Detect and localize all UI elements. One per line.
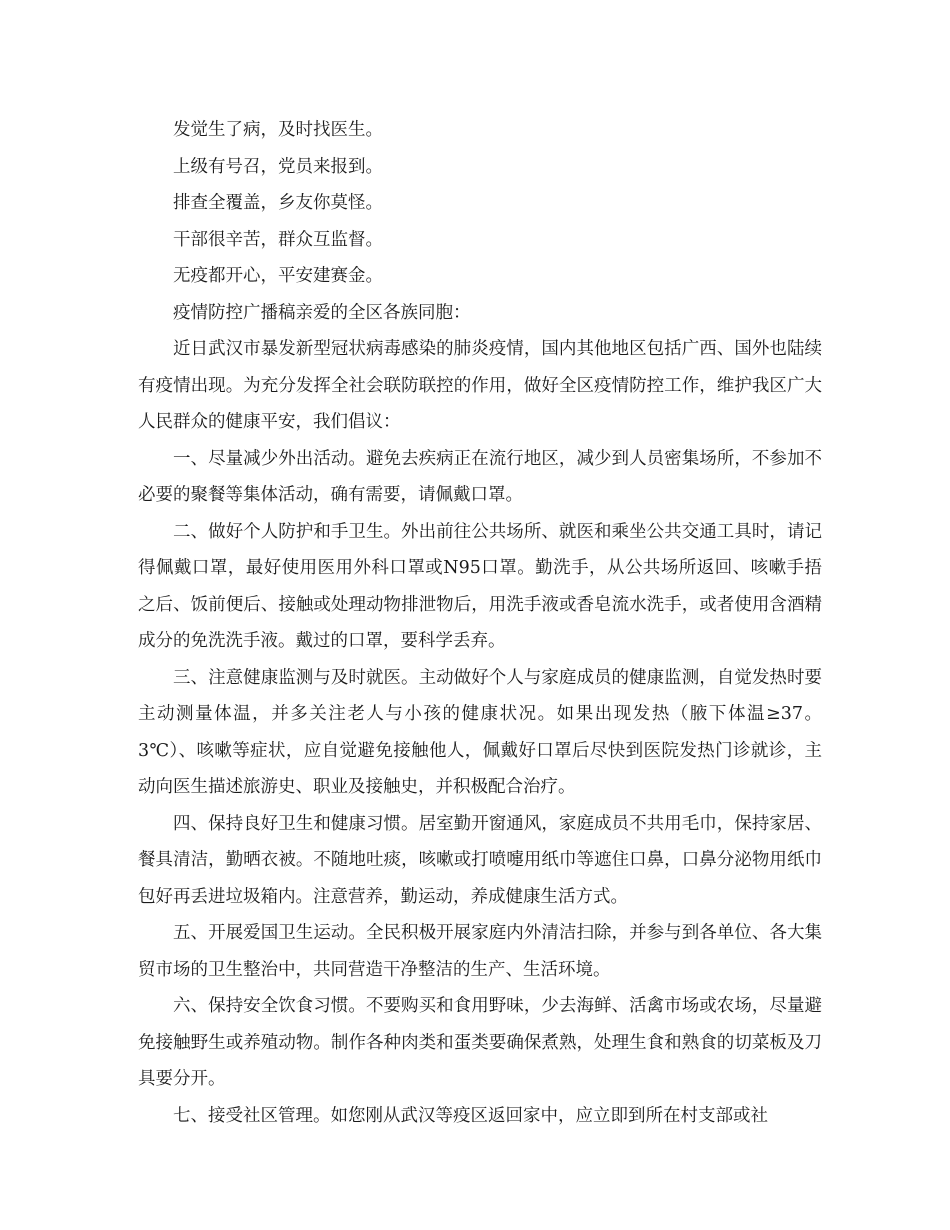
- paragraph: 一、尽量减少外出活动。避免去疾病正在流行地区，减少到人员密集场所，不参加不必要的聚餐等集体活动，确有需要，请佩戴口罩。: [138, 448, 822, 505]
- paragraph: 上级有号召，党员来报到。: [173, 156, 383, 177]
- paragraph: 干部很辛苦，群众互监督。: [173, 229, 383, 250]
- paragraph: 六、保持安全饮食习惯。不要购买和食用野味，少去海鲜、活禽市场或农场，尽量避免接触野生或养殖动物。制作各种肉类和蛋类要确保煮熟，处理生食和熟食的切菜板及刀具要分开。: [138, 996, 822, 1089]
- paragraph: 五、开展爱国卫生运动。全民积极开展家庭内外清洁扫除，并参与到各单位、各大集贸市场的卫生整治中，共同营造干净整洁的生产、生活环境。: [138, 923, 822, 980]
- document-body: [138, 112, 822, 1134]
- paragraph: 四、保持良好卫生和健康习惯。居室勤开窗通风，家庭成员不共用毛巾，保持家居、餐具清洁，勤晒衣被。不随地吐痰，咳嗽或打喷嚏用纸巾等遮住口鼻，口鼻分泌物用纸巾包好再丢进垃圾箱内。注意营养，勤运动，养成健康生活方式。: [138, 813, 822, 907]
- paragraph: 三、注意健康监测与及时就医。主动做好个人与家庭成员的健康监测，自觉发热时要主动测量体温，并多关注老人与小孩的健康状况。如果出现发热（腋下体温≥37。3℃）、咳嗽等症状，应自觉避免接触他人，佩戴好口罩后尽快到医院发热门诊就诊，主动向医生描述旅游史、职业及接触史，并积极配合治疗。: [138, 667, 822, 797]
- paragraph: 七、接受社区管理。如您刚从武汉等疫区返回家中，应立即到所在村支部或社: [173, 1105, 768, 1126]
- paragraph: 近日武汉市暴发新型冠状病毒感染的肺炎疫情，国内其他地区包括广西、国外也陆续有疫情出现。为充分发挥全社会联防联控的作用，做好全区疫情防控工作，维护我区广大人民群众的健康平安，我们倡议：: [138, 339, 822, 432]
- paragraph: 无疫都开心，平安建赛金。: [173, 266, 383, 286]
- paragraph: 发觉生了病，及时找医生。: [173, 120, 383, 140]
- paragraph: 排查全覆盖，乡友你莫怪。: [173, 193, 383, 213]
- paragraph: 二、做好个人防护和手卫生。外出前往公共场所、就医和乘坐公共交通工具时，请记得佩戴口罩，最好使用医用外科口罩或N95口罩。勤洗手，从公共场所返回、咳嗽手捂之后、饭前便后、接触或处理动物排泄物后，用洗手液或香皂流水洗手，或者使用含酒精成分的免洗洗手液。戴过的口罩，要科学丢弃。: [138, 521, 822, 651]
- paragraph: 疫情防控广播稿亲爱的全区各族同胞：: [173, 302, 471, 323]
